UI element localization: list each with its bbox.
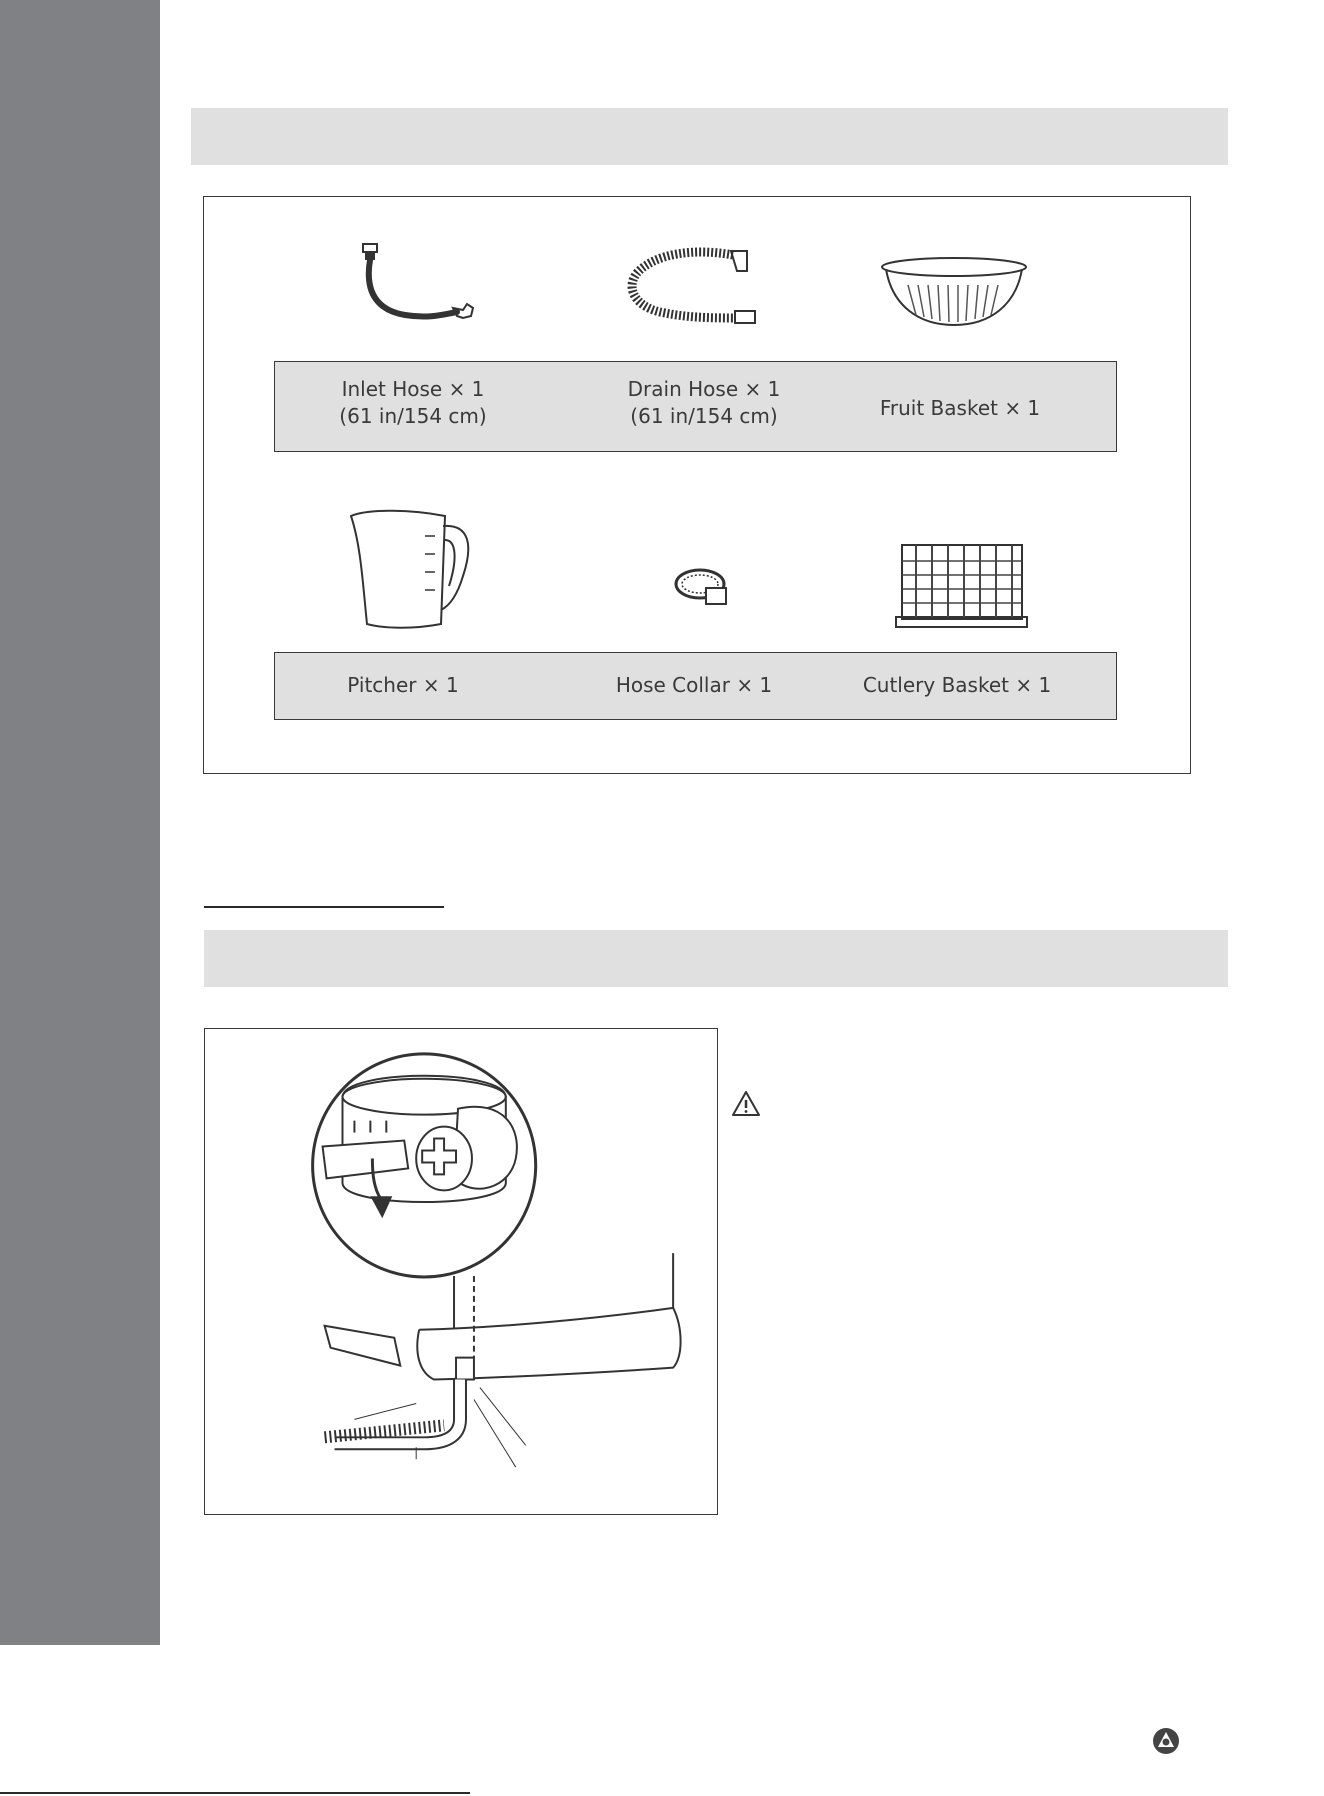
hose-collar-label: Hose Collar × 1 — [615, 673, 773, 697]
section-header-band-2 — [204, 930, 1228, 987]
drain-plug-removal-diagram — [204, 1028, 718, 1515]
section-header-band — [191, 108, 1228, 165]
hose-collar-icon — [672, 562, 734, 610]
pitcher-icon — [345, 506, 470, 630]
fruit-basket-label: Fruit Basket × 1 — [879, 396, 1041, 420]
drain-hose-icon — [625, 243, 760, 328]
warning-triangle-icon — [731, 1090, 761, 1117]
page-sidebar-strip — [0, 0, 160, 1645]
brand-logo-icon — [1152, 1727, 1180, 1755]
footer-rule — [0, 1792, 470, 1794]
cutlery-basket-label: Cutlery Basket × 1 — [862, 673, 1052, 697]
inlet-hose-label: Inlet Hose × 1 (61 in/154 cm) — [339, 377, 487, 428]
pitcher-label: Pitcher × 1 — [347, 673, 459, 697]
inlet-hose-icon — [345, 240, 480, 325]
fruit-basket-icon — [878, 255, 1030, 330]
section-title-underline — [204, 906, 444, 908]
drain-hose-label: Drain Hose × 1 (61 in/154 cm) — [627, 377, 781, 428]
cutlery-basket-icon — [894, 539, 1029, 631]
